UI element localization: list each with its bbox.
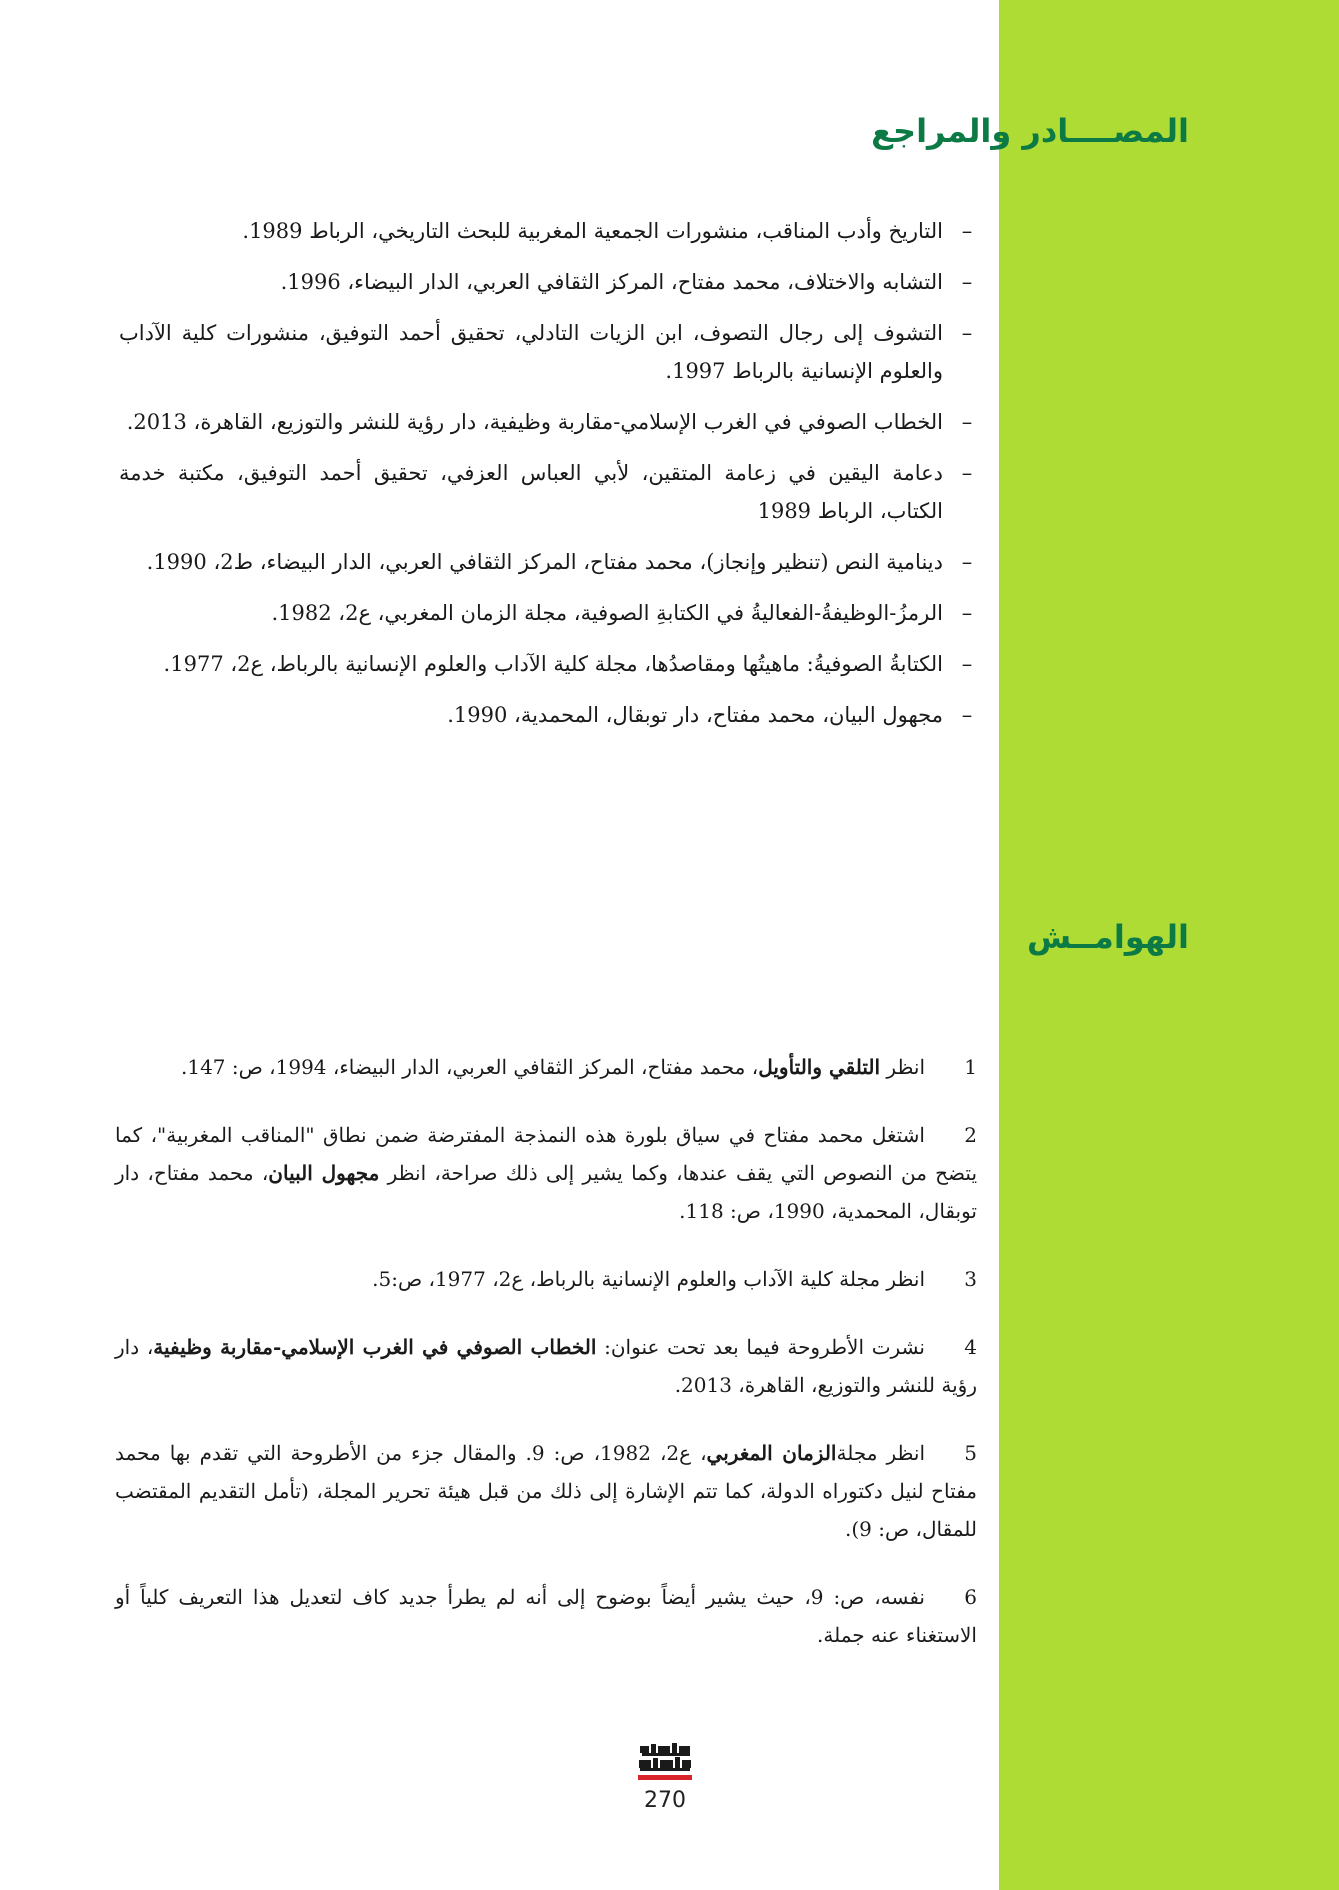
bullet-dash: –: [961, 550, 973, 574]
footnote-title-ref: الزمان المغربي: [706, 1441, 837, 1465]
bullet-dash: –: [961, 410, 973, 434]
source-item: [119, 454, 977, 530]
footnote-number: 3: [964, 1267, 977, 1291]
source-item: [119, 212, 977, 250]
footnote-title-ref: التلقي والتأويل: [758, 1055, 881, 1079]
bullet-dash: –: [961, 703, 973, 727]
bullet-dash: –: [961, 601, 973, 625]
source-text: التاريخ وأدب المناقب، منشورات الجمعية المغربية للبحث التاريخي، الرباط 1989.: [242, 219, 943, 243]
footnote-text: نشرت الأطروحة فيما بعد تحت عنوان:: [596, 1335, 925, 1359]
footnote-text: ، ع2، 1982، ص: 9. والمقال جزء من الأطروحة التي تقدم بها محمد مفتاح لنيل دكتوراه الدولة، كما تتم الإشارة إلى ذلك من قبل هيئة تحرير المجلة، (تأمل التقديم المقتضب للمقال، ص: 9).: [115, 1441, 977, 1541]
footnote-title-ref: الخطاب الصوفي في الغرب الإسلامي-مقاربة وظيفية: [153, 1335, 597, 1359]
footnote: [115, 1328, 977, 1404]
footnote-text: انظر مجلة: [836, 1441, 926, 1465]
source-item: [119, 403, 977, 441]
source-item: [119, 594, 977, 632]
footnote-text: انظر مجلة كلية الآداب والعلوم الإنسانية بالرباط، ع2، 1977، ص:5.: [372, 1267, 925, 1291]
source-text: التشابه والاختلاف، محمد مفتاح، المركز الثقافي العربي، الدار البيضاء، 1996.: [280, 270, 943, 294]
footnote: [115, 1260, 977, 1298]
source-text: مجهول البيان، محمد مفتاح، دار توبقال، المحمدية، 1990.: [447, 703, 943, 727]
footnote-text: نفسه، ص: 9، حيث يشير أيضاً بوضوح إلى أنه لم يطرأ جديد كاف لتعديل هذا التعريف كلياً أو الاستغناء عنه جملة.: [115, 1585, 977, 1647]
footnote: [115, 1434, 977, 1548]
source-item: [119, 263, 977, 301]
footnote-number: 2: [964, 1123, 977, 1147]
sources-heading: المصــــادر والمراجع: [871, 112, 1189, 150]
footnote-number: 5: [964, 1441, 978, 1465]
bullet-dash: –: [961, 270, 973, 294]
sources-list: [119, 212, 977, 747]
footnote-number: 1: [964, 1055, 977, 1079]
magazine-logo-icon: [636, 1742, 694, 1786]
footnotes-heading: الهوامــش: [1026, 918, 1189, 956]
footnote: [115, 1116, 977, 1230]
footnote-number: 6: [964, 1585, 978, 1609]
source-item: [119, 696, 977, 734]
footnote: [115, 1048, 977, 1086]
bullet-dash: –: [961, 461, 973, 485]
footnote-text: اشتغل محمد مفتاح في سياق بلورة هذه النمذجة المفترضة ضمن نطاق "المناقب المغربية"، كما يتضح من النصوص التي يقف عندها، وكما يشير إلى ذلك صراحة، انظر: [115, 1123, 978, 1185]
source-text: الرمزُ-الوظيفةُ-الفعاليةُ في الكتابةِ الصوفية، مجلة الزمان المغربي، ع2، 1982.: [271, 601, 943, 625]
source-text: الخطاب الصوفي في الغرب الإسلامي-مقاربة وظيفية، دار رؤية للنشر والتوزيع، القاهرة، 2013.: [126, 410, 943, 434]
source-text: التشوف إلى رجال التصوف، ابن الزيات التادلي، تحقيق أحمد التوفيق، منشورات كلية الآداب والعلوم الإنسانية بالرباط 1997.: [119, 321, 943, 383]
footnote-text: ، محمد مفتاح، المركز الثقافي العربي، الدار البيضاء، 1994، ص: 147.: [180, 1055, 759, 1079]
source-text: دينامية النص (تنظير وإنجاز)، محمد مفتاح، المركز الثقافي العربي، الدار البيضاء، ط2، 1990.: [146, 550, 943, 574]
source-item: [119, 543, 977, 581]
footnote-text: انظر: [880, 1055, 925, 1079]
footnote-text: ، محمد مفتاح، دار توبقال، المحمدية، 1990، ص: 118.: [115, 1161, 977, 1223]
source-item: [119, 314, 977, 390]
bullet-dash: –: [961, 219, 973, 243]
footnote-title-ref: مجهول البيان: [268, 1161, 380, 1185]
footnote-text: ، دار رؤية للنشر والتوزيع، القاهرة، 2013.: [115, 1335, 977, 1397]
bullet-dash: –: [961, 652, 973, 676]
footnote: [115, 1578, 977, 1654]
footnotes-list: [115, 1048, 977, 1684]
bullet-dash: –: [961, 321, 973, 345]
source-text: دعامة اليقين في زعامة المتقين، لأبي العباس العزفي، تحقيق أحمد التوفيق، مكتبة خدمة الكتاب، الرباط 1989: [119, 461, 943, 523]
page-footer: [630, 1742, 700, 1813]
page-number: 270: [644, 1788, 686, 1813]
footnote-number: 4: [964, 1335, 977, 1359]
source-text: الكتابةُ الصوفيةُ: ماهيتُها ومقاصدُها، مجلة كلية الآداب والعلوم الإنسانية بالرباط، ع2، 1977.: [163, 652, 943, 676]
source-item: [119, 645, 977, 683]
